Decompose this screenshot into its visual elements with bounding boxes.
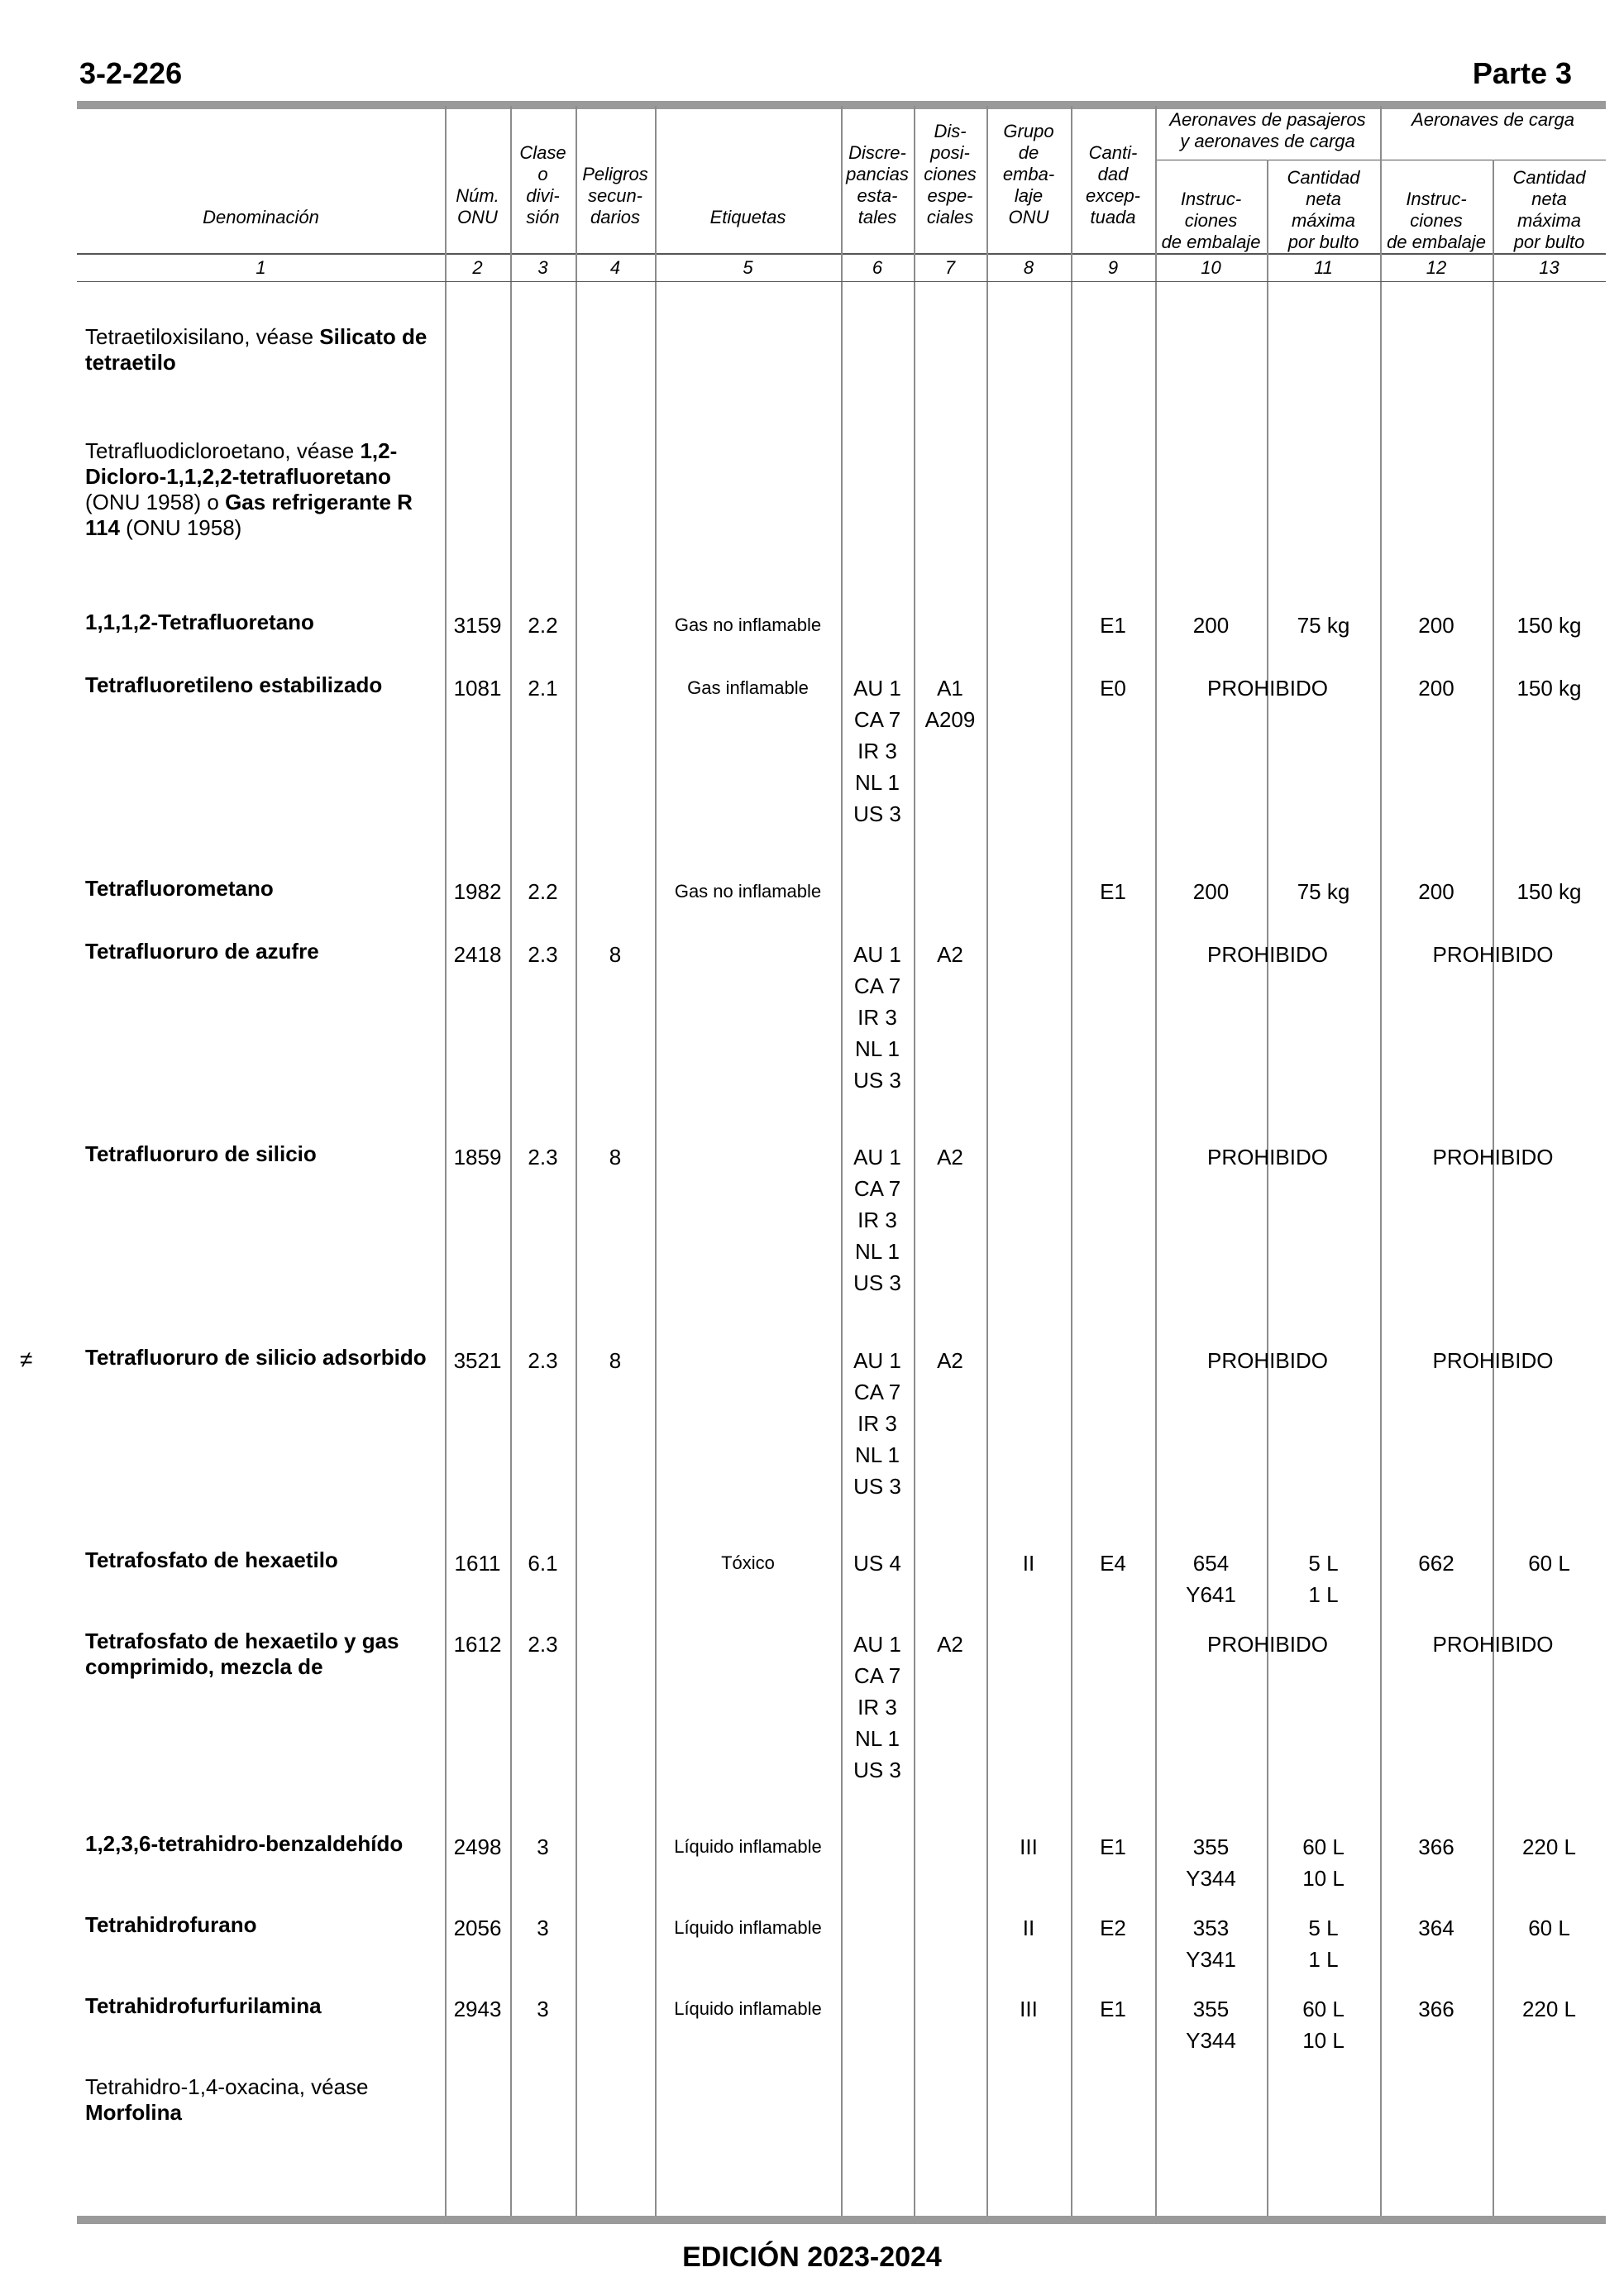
un-number: 1611 <box>454 1551 501 1576</box>
cargo-forbidden: PROHIBIDO <box>1432 1348 1554 1373</box>
class-division: 2.2 <box>528 613 558 638</box>
class-division: 3 <box>537 1916 549 1940</box>
header-grupo-embalaje: Grupo de emba- laje ONU <box>1002 121 1055 227</box>
packing-group: III <box>1020 1997 1038 2021</box>
entry-name-text: (ONU 1958) <box>119 515 242 540</box>
column-number: 4 <box>609 257 621 278</box>
class-division: 2.3 <box>528 1632 558 1657</box>
label: Gas inflamable <box>687 677 809 698</box>
column-number: 10 <box>1201 257 1221 278</box>
edition-footer: EDICIÓN 2023-2024 <box>682 2241 942 2273</box>
cargo-max-quantity: 60 L <box>1528 1916 1570 1940</box>
subsidiary-hazard: 8 <box>609 1145 622 1170</box>
excepted-quantity: E1 <box>1100 1997 1126 2021</box>
entry-name: Tetrafluorometano <box>85 876 274 901</box>
entry-reference-target: Silicato de tetraetilo <box>85 324 427 375</box>
cargo-packing-instruction: 662 <box>1418 1551 1454 1576</box>
cargo-forbidden: PROHIBIDO <box>1432 942 1554 967</box>
header-cantidad-pax: Cantidad neta máxima por bulto <box>1287 167 1360 252</box>
un-number: 1859 <box>453 1145 502 1170</box>
entry-cross-reference <box>85 438 441 541</box>
special-provisions: A2 <box>937 1348 963 1373</box>
entry-name-text: Tetrafluodicloroetano, véase <box>85 438 361 463</box>
pax-packing-instruction: 353 Y341 <box>1186 1916 1236 1972</box>
entry-name: Tetrafluoruro de azufre <box>85 939 319 964</box>
revision-mark: ≠ <box>20 1347 33 1372</box>
excepted-quantity: E4 <box>1100 1551 1126 1576</box>
column-number: 12 <box>1426 257 1447 278</box>
label: Gas no inflamable <box>674 881 822 902</box>
column-number: 1 <box>256 257 266 278</box>
un-number: 3159 <box>453 613 502 638</box>
header-instrucciones-carga: Instruc- ciones de embalaje <box>1387 189 1486 252</box>
cargo-max-quantity: 220 L <box>1521 1834 1577 1859</box>
pax-max-quantity: 60 L 10 L <box>1302 1997 1345 2053</box>
label: Líquido inflamable <box>674 1836 822 1857</box>
pax-max-quantity: 5 L 1 L <box>1308 1916 1339 1972</box>
header-clase: Clase o divi- sión <box>519 142 566 227</box>
entry-name: Tetrafluoruro de silicio adsorbido <box>85 1345 427 1370</box>
special-provisions: A1 A209 <box>924 676 976 732</box>
col-line <box>576 282 577 2216</box>
un-number: 2943 <box>453 1997 502 2021</box>
pax-packing-instruction: 200 <box>1192 613 1230 638</box>
class-division: 2.2 <box>528 879 558 904</box>
packing-group: II <box>1022 1551 1035 1576</box>
class-division: 6.1 <box>528 1551 558 1576</box>
entry-cross-reference <box>85 324 441 375</box>
class-division: 2.3 <box>528 1348 558 1373</box>
pax-max-quantity: 75 kg <box>1297 613 1350 638</box>
label: Líquido inflamable <box>674 1917 822 1938</box>
cargo-max-quantity: 150 kg <box>1517 613 1582 638</box>
cargo-packing-instruction: 364 <box>1418 1916 1454 1940</box>
un-number: 2498 <box>453 1834 502 1859</box>
state-variations: AU 1 CA 7 IR 3 NL 1 US 3 <box>853 942 901 1093</box>
class-division: 3 <box>537 1834 549 1859</box>
header-instrucciones-pax: Instruc- ciones de embalaje <box>1161 189 1261 252</box>
entry-name: 1,1,1,2-Tetrafluoretano <box>85 610 314 634</box>
cargo-packing-instruction: 200 <box>1418 879 1454 904</box>
entry-name: Tetrafluoruro de silicio <box>85 1141 317 1166</box>
pax-forbidden: PROHIBIDO <box>1207 1145 1328 1170</box>
entry-name-text: Tetrahidro-1,4-oxacina, véase <box>85 2074 369 2099</box>
un-number: 1081 <box>453 676 502 701</box>
pax-packing-instruction: 654 Y641 <box>1186 1551 1236 1607</box>
class-division: 2.3 <box>528 942 558 967</box>
state-variations: AU 1 CA 7 IR 3 NL 1 US 3 <box>853 1348 901 1499</box>
cargo-packing-instruction: 366 <box>1418 1997 1454 2021</box>
entry-name: 1,2,3,6-tetrahidro-benzaldehído <box>85 1831 404 1856</box>
entry-name: Tetrafluoretileno estabilizado <box>85 672 383 697</box>
excepted-quantity: E1 <box>1100 1834 1126 1859</box>
packing-group: III <box>1020 1834 1038 1859</box>
cargo-packing-instruction: 200 <box>1418 613 1454 638</box>
entry-name: Tetrahidrofurano <box>85 1912 257 1937</box>
pax-max-quantity: 75 kg <box>1297 879 1350 904</box>
pax-forbidden: PROHIBIDO <box>1207 1348 1328 1373</box>
column-number: 7 <box>944 257 956 278</box>
state-variations: AU 1 CA 7 IR 3 NL 1 US 3 <box>853 1632 901 1782</box>
cargo-max-quantity: 60 L <box>1528 1551 1570 1576</box>
excepted-quantity: E2 <box>1100 1916 1126 1940</box>
column-number: 5 <box>743 257 753 278</box>
header-peligros: Peligros secun- darios <box>582 164 648 227</box>
col-line <box>655 106 657 281</box>
cargo-forbidden: PROHIBIDO <box>1432 1632 1554 1657</box>
column-number: 11 <box>1314 257 1333 278</box>
pax-max-quantity: 5 L 1 L <box>1308 1551 1339 1607</box>
state-variations: AU 1 CA 7 IR 3 NL 1 US 3 <box>853 1145 901 1295</box>
un-number: 1612 <box>453 1632 502 1657</box>
entry-name: Tetrafosfato de hexaetilo y gas comprimido, mezcla de <box>85 1629 399 1679</box>
header-cantidad-exceptuada: Canti- dad excep- tuada <box>1085 142 1141 227</box>
entry-name-text: Tetraetiloxisilano, véase <box>85 324 320 349</box>
column-number: 8 <box>1023 257 1034 278</box>
cargo-packing-instruction: 366 <box>1418 1834 1454 1859</box>
label: Líquido inflamable <box>674 1998 822 2019</box>
column-number: 9 <box>1107 257 1119 278</box>
entry-reference-target: Gas refrigerante R 114 <box>85 490 413 540</box>
header-cantidad-carga: Cantidad neta máxima por bulto <box>1512 167 1586 252</box>
header-denominacion: Denominación <box>203 207 319 227</box>
pax-forbidden: PROHIBIDO <box>1207 676 1328 701</box>
column-number: 3 <box>537 257 548 278</box>
col-line <box>914 282 915 2216</box>
bottom-rule <box>77 2216 1606 2224</box>
column-number: 2 <box>472 257 483 278</box>
subsidiary-hazard: 8 <box>609 942 622 967</box>
entry-reference-target: Morfolina <box>85 2100 182 2125</box>
header-num-onu: Núm. ONU <box>456 185 499 227</box>
state-variations: US 4 <box>853 1551 901 1576</box>
un-number: 3521 <box>453 1348 502 1373</box>
class-division: 2.3 <box>528 1145 558 1170</box>
cargo-max-quantity: 150 kg <box>1517 676 1582 701</box>
special-provisions: A2 <box>937 1145 963 1170</box>
header-etiquetas: Etiquetas <box>709 207 786 227</box>
header-carga-group: Aeronaves de carga <box>1411 109 1574 130</box>
cargo-max-quantity: 150 kg <box>1517 879 1582 904</box>
un-number: 1982 <box>453 879 502 904</box>
part-label: Parte 3 <box>1472 56 1572 90</box>
cargo-max-quantity: 220 L <box>1521 1997 1577 2021</box>
un-number: 2418 <box>453 942 502 967</box>
entry-name: Tetrafosfato de hexaetilo <box>85 1547 338 1572</box>
excepted-quantity: E1 <box>1100 879 1126 904</box>
excepted-quantity: E1 <box>1100 613 1126 638</box>
cargo-forbidden: PROHIBIDO <box>1432 1145 1554 1170</box>
entry-reference-target: 1,2-Dicloro-1,1,2,2-tetrafluoretano <box>85 438 398 489</box>
special-provisions: A2 <box>937 1632 963 1657</box>
class-division: 3 <box>537 1997 549 2021</box>
subsidiary-hazard: 8 <box>609 1348 622 1373</box>
un-number: 2056 <box>453 1916 502 1940</box>
class-division: 2.1 <box>528 676 558 701</box>
state-variations: AU 1 CA 7 IR 3 NL 1 US 3 <box>853 676 901 826</box>
pax-max-quantity: 60 L 10 L <box>1302 1834 1345 1891</box>
entry-cross-reference <box>85 2074 441 2126</box>
special-provisions: A2 <box>937 942 963 967</box>
column-number: 13 <box>1539 257 1560 278</box>
page-number: 3-2-226 <box>79 56 183 90</box>
pax-forbidden: PROHIBIDO <box>1207 942 1328 967</box>
excepted-quantity: E0 <box>1100 676 1126 701</box>
pax-packing-instruction: 200 <box>1192 879 1230 904</box>
pax-forbidden: PROHIBIDO <box>1207 1632 1328 1657</box>
pax-packing-instruction: 355 Y344 <box>1186 1997 1236 2053</box>
header-disposiciones: Dis- posi- ciones espe- ciales <box>924 121 977 227</box>
cargo-packing-instruction: 200 <box>1418 676 1454 701</box>
header-pasajeros-group: Aeronaves de pasajeros y aeronaves de carga <box>1169 109 1366 151</box>
packing-group: II <box>1022 1916 1035 1940</box>
entry-name-text: (ONU 1958) o <box>85 490 226 514</box>
entry-name: Tetrahidrofurfurilamina <box>85 1993 322 2018</box>
pax-packing-instruction: 355 Y344 <box>1186 1834 1236 1891</box>
header-discrepancias: Discre- pancias esta- tales <box>846 142 909 227</box>
column-number: 6 <box>872 257 883 278</box>
label: Tóxico <box>721 1552 775 1573</box>
label: Gas no inflamable <box>674 615 822 635</box>
